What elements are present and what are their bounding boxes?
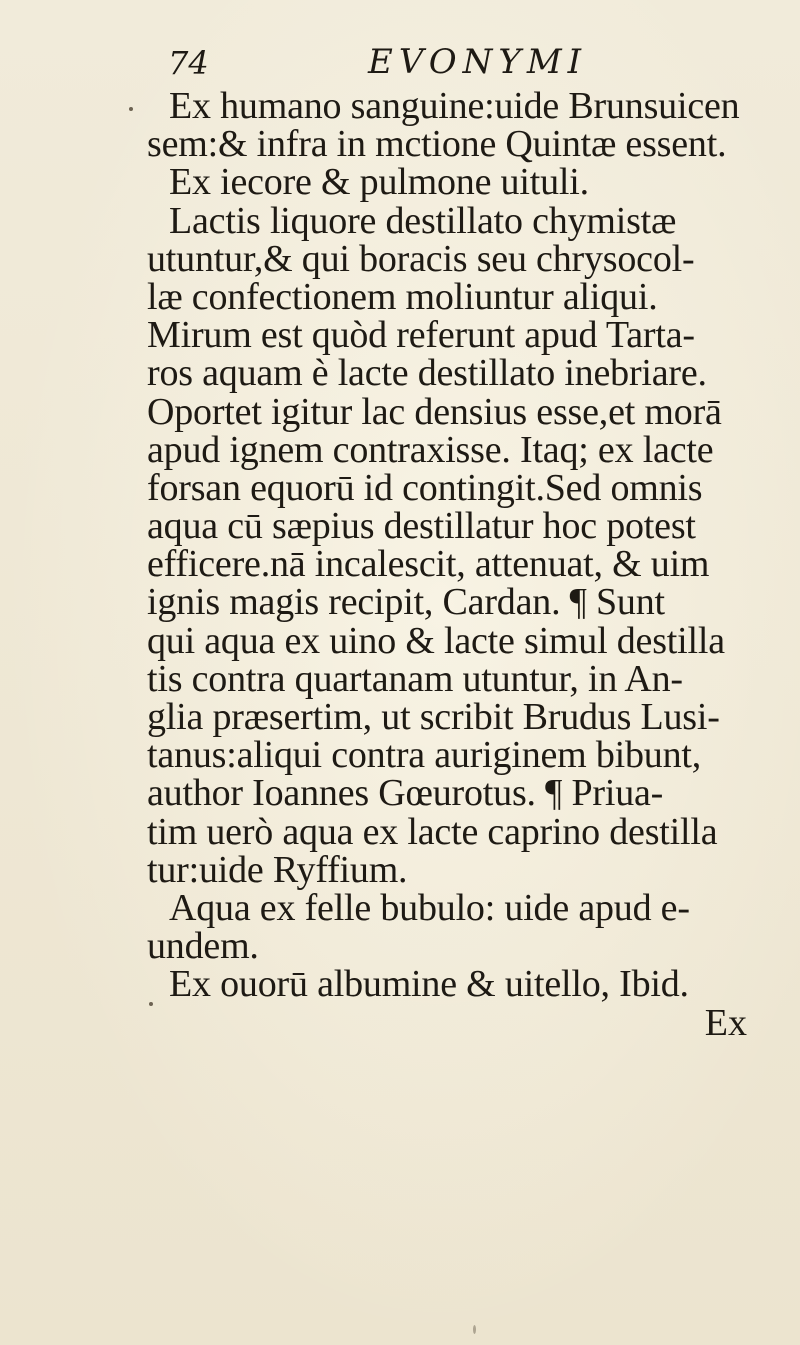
text-line: qui aqua ex uino & lacte simul destilla [147, 619, 725, 662]
text-line: forsan equorū id contingit.Sed omnis [147, 466, 703, 509]
text-line: efficere.nā incalescit, attenuat, & uim [147, 543, 710, 586]
text-line: tanus:aliqui contra auriginem bibunt, [147, 734, 702, 777]
text-line: Oportet igitur lac densius esse,et morā [147, 390, 722, 433]
text-line: Aqua ex felle bubulo: uide apud e- [169, 886, 690, 929]
paper-speck [473, 1325, 476, 1334]
text-line: apud ignem contraxisse. Itaq; ex lacte [147, 428, 714, 471]
text-line: sem:& infra in mctione Quintæ essent. [147, 123, 727, 166]
text-line: Mirum est quòd referunt apud Tarta- [147, 314, 695, 357]
text-line: glia præsertim, ut scribit Brudus Lusi- [147, 696, 720, 738]
running-head: EVONYMI [368, 42, 588, 82]
text-line: Lactis liquore destillato chymistæ [169, 199, 677, 242]
page-header [168, 40, 648, 90]
paper-speck [149, 1002, 153, 1006]
text-line: utuntur,& qui boracis seu chrysocol- [147, 237, 695, 280]
catchword: Ex [704, 1001, 747, 1044]
text-line: ignis magis recipit, Cardan. ¶ Sunt [147, 581, 665, 624]
text-line: aqua cū sæpius destillatur hoc potest [147, 505, 696, 548]
text-line: undem. [147, 925, 259, 968]
text-line: author Ioannes Gœurotus. ¶ Priua- [147, 772, 664, 815]
text-line: tur:uide Ryffium. [147, 848, 408, 891]
text-block [147, 87, 787, 1042]
text-line: Ex iecore & pulmone uituli. [169, 161, 589, 204]
text-line: Ex humano sanguine:uide Brunsuicen [169, 85, 740, 127]
page-number: 74 [168, 44, 209, 82]
text-line: læ confectionem moliuntur aliqui. [147, 275, 658, 318]
text-line: ros aquam è lacte destillato inebriare. [147, 352, 707, 395]
text-line: tim uerò aqua ex lacte caprino destilla [147, 810, 718, 853]
text-line: tis contra quartanam utuntur, in An- [147, 657, 683, 700]
text-line: Ex ouorū albumine & uitello, Ibid. [169, 963, 689, 1006]
paper-speck [129, 107, 133, 111]
